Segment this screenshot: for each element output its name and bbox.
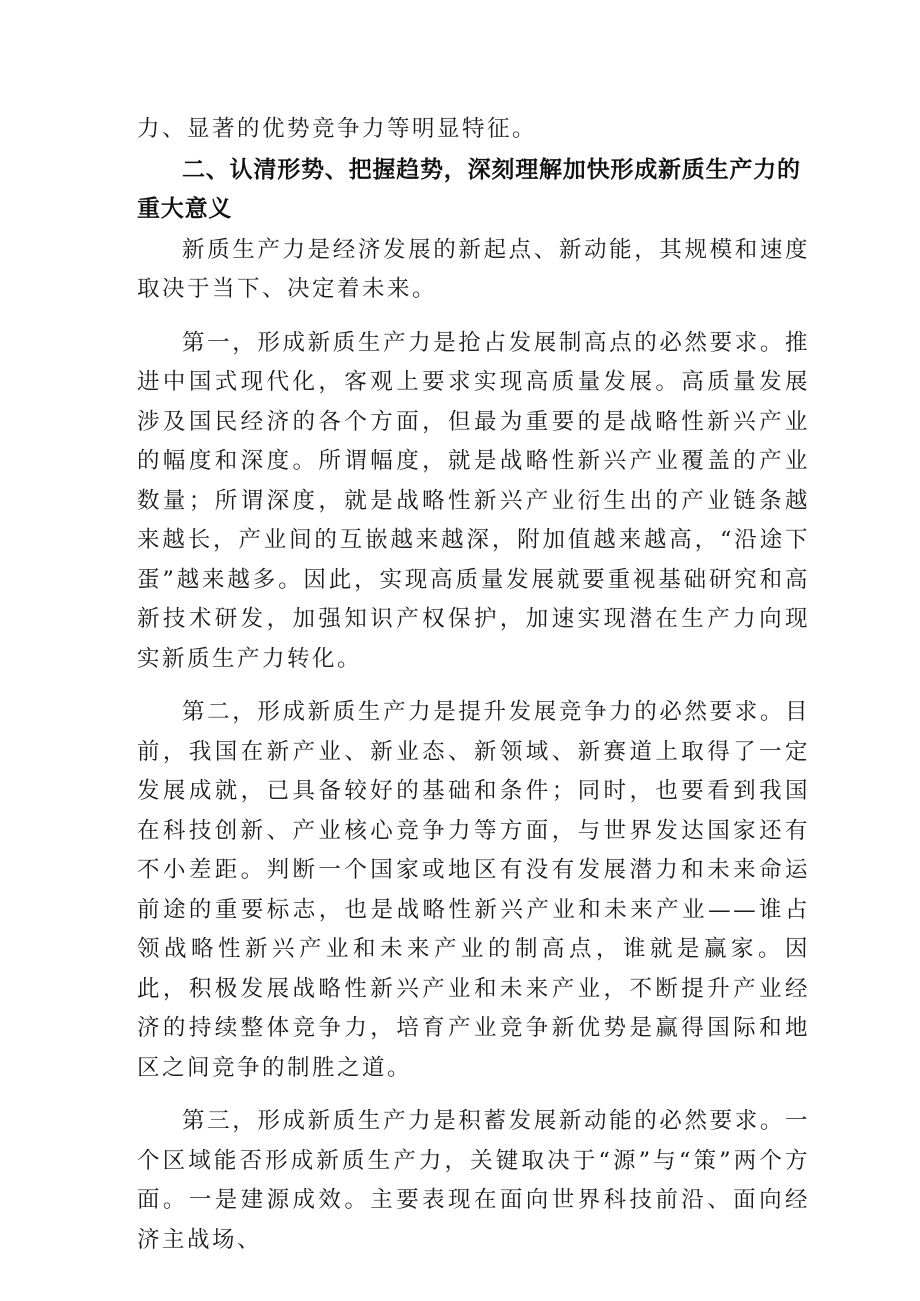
paragraph-intro: 新质生产力是经济发展的新起点、新动能，其规模和速度取决于当下、决定着未来。	[137, 236, 810, 302]
paragraph-point-2: 第二，形成新质生产力是提升发展竞争力的必然要求。目前，我国在新产业、新业态、新领域、新赛道上取得了一定发展成就，已具备较好的基础和条件；同时，也要看到我国在科技创新、产业核心竞争力等方面，与世界发达国家还有不小差距。判断一个国家或地区有没有发展潜力和未来命运前途的重要标志，也是战略性新兴产业和未来产业——谁占领战略性新兴产业和未来产业的制高点，谁就是赢家。因此，积极发展战略性新兴产业和未来产业，不断提升产业经济的持续整体竞争力，培育产业竞争新优势是赢得国际和地区之间竞争的制胜之道。	[137, 699, 810, 1081]
section-heading: 二、认清形势、把握趋势，深刻理解加快形成新质生产力的重大意义	[137, 156, 801, 222]
paragraph-point-3: 第三，形成新质生产力是积蓄发展新动能的必然要求。一个区域能否形成新质生产力，关键取决于“源”与“策”两个方面。一是建源成效。主要表现在面向世界科技前沿、面向经济主战场、	[137, 1108, 810, 1253]
paragraph-point-1: 第一，形成新质生产力是抢占发展制高点的必然要求。推进中国式现代化，客观上要求实现高质量发展。高质量发展涉及国民经济的各个方面，但最为重要的是战略性新兴产业的幅度和深度。所谓幅度，就是战略性新兴产业覆盖的产业数量；所谓深度，就是战略性新兴产业衍生出的产业链条越来越长，产业间的互嵌越来越深，附加值越来越高，“沿途下蛋”越来越多。因此，实现高质量发展就要重视基础研究和高新技术研发，加强知识产权保护，加速实现潜在生产力向现实新质生产力转化。	[137, 329, 810, 672]
paragraph-continuation: 力、显著的优势竞争力等明显特征。	[137, 116, 538, 142]
